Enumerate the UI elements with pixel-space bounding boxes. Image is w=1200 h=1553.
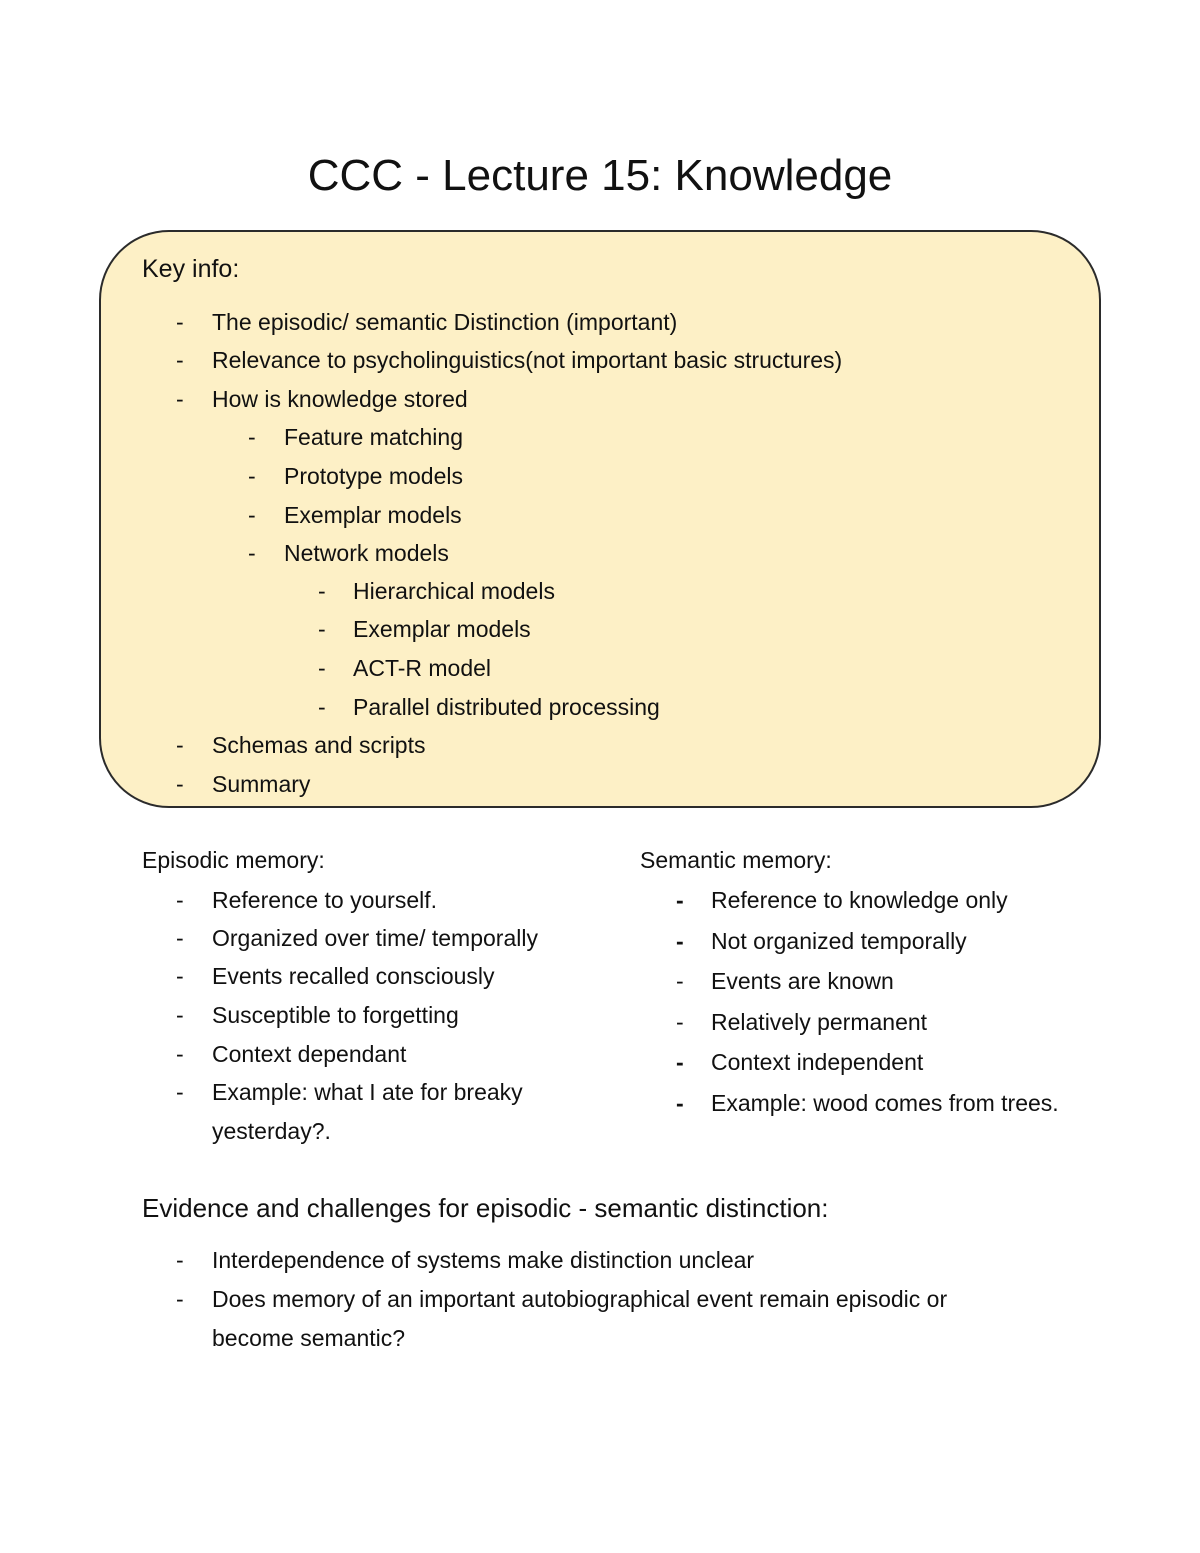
key-item-episodic-semantic: The episodic/ semantic Distinction (important) — [212, 309, 678, 335]
evidence-item: Interdependence of systems make distinction unclear — [212, 1247, 755, 1273]
evidence-item: Does memory of an important autobiographical event remain episodic or — [212, 1286, 948, 1312]
bullet-dash: - — [176, 1041, 184, 1067]
bullet-dash: - — [176, 963, 184, 989]
bullet-dash: - — [318, 694, 326, 720]
semantic-item: Example: wood comes from trees. — [711, 1090, 1059, 1116]
episodic-item-continued: yesterday?. — [212, 1118, 331, 1144]
key-item-network-models: Network models — [284, 540, 449, 566]
bullet-dash: - — [176, 1079, 184, 1105]
bullet-dash: - — [176, 1247, 184, 1273]
episodic-heading: Episodic memory: — [142, 847, 325, 873]
evidence-heading: Evidence and challenges for episodic - semantic distinction: — [142, 1193, 829, 1223]
key-item-act-r-model: ACT-R model — [353, 655, 492, 681]
bullet-dash: - — [176, 347, 184, 373]
semantic-item: Events are known — [711, 968, 894, 994]
episodic-item: Reference to yourself. — [212, 887, 438, 913]
key-item-psycholinguistics: Relevance to psycholinguistics(not important basic structures) — [212, 347, 843, 373]
episodic-item: Context dependant — [212, 1041, 407, 1067]
episodic-item: Example: what I ate for breaky — [212, 1079, 523, 1105]
episodic-item: Organized over time/ temporally — [212, 925, 538, 951]
bullet-dash: - — [318, 616, 326, 642]
bullet-dash: - — [676, 968, 684, 994]
key-info-heading: Key info: — [142, 255, 240, 283]
bullet-dash: - — [176, 1002, 184, 1028]
bullet-dash: - — [676, 928, 684, 954]
key-item-exemplar-models-2: Exemplar models — [353, 616, 531, 642]
semantic-item: Context independent — [711, 1049, 924, 1075]
key-item-feature-matching: Feature matching — [284, 424, 463, 450]
key-item-hierarchical-models: Hierarchical models — [353, 578, 555, 604]
key-item-prototype-models: Prototype models — [284, 463, 463, 489]
bullet-dash: - — [176, 771, 184, 797]
semantic-item: Reference to knowledge only — [711, 887, 1008, 913]
bullet-dash: - — [176, 732, 184, 758]
semantic-item: Not organized temporally — [711, 928, 967, 954]
bullet-dash: - — [176, 887, 184, 913]
bullet-dash: - — [676, 887, 684, 913]
key-item-pdp: Parallel distributed processing — [353, 694, 660, 720]
semantic-heading: Semantic memory: — [640, 847, 832, 873]
evidence-item-continued: become semantic? — [212, 1325, 406, 1351]
key-item-knowledge-stored: How is knowledge stored — [212, 386, 468, 412]
bullet-dash: - — [248, 463, 256, 489]
bullet-dash: - — [318, 655, 326, 681]
bullet-dash: - — [318, 578, 326, 604]
bullet-dash: - — [676, 1049, 684, 1075]
bullet-dash: - — [248, 502, 256, 528]
page-title: CCC - Lecture 15: Knowledge — [307, 151, 893, 200]
key-item-schemas: Schemas and scripts — [212, 732, 426, 758]
bullet-dash: - — [248, 540, 256, 566]
bullet-dash: - — [176, 309, 184, 335]
episodic-item: Susceptible to forgetting — [212, 1002, 459, 1028]
bullet-dash: - — [676, 1009, 684, 1035]
episodic-item: Events recalled consciously — [212, 963, 495, 989]
bullet-dash: - — [176, 925, 184, 951]
key-item-exemplar-models: Exemplar models — [284, 502, 462, 528]
bullet-dash: - — [248, 424, 256, 450]
bullet-dash: - — [176, 386, 184, 412]
bullet-dash: - — [676, 1090, 684, 1116]
key-item-summary: Summary — [212, 771, 311, 797]
bullet-dash: - — [176, 1286, 184, 1312]
semantic-item: Relatively permanent — [711, 1009, 928, 1035]
